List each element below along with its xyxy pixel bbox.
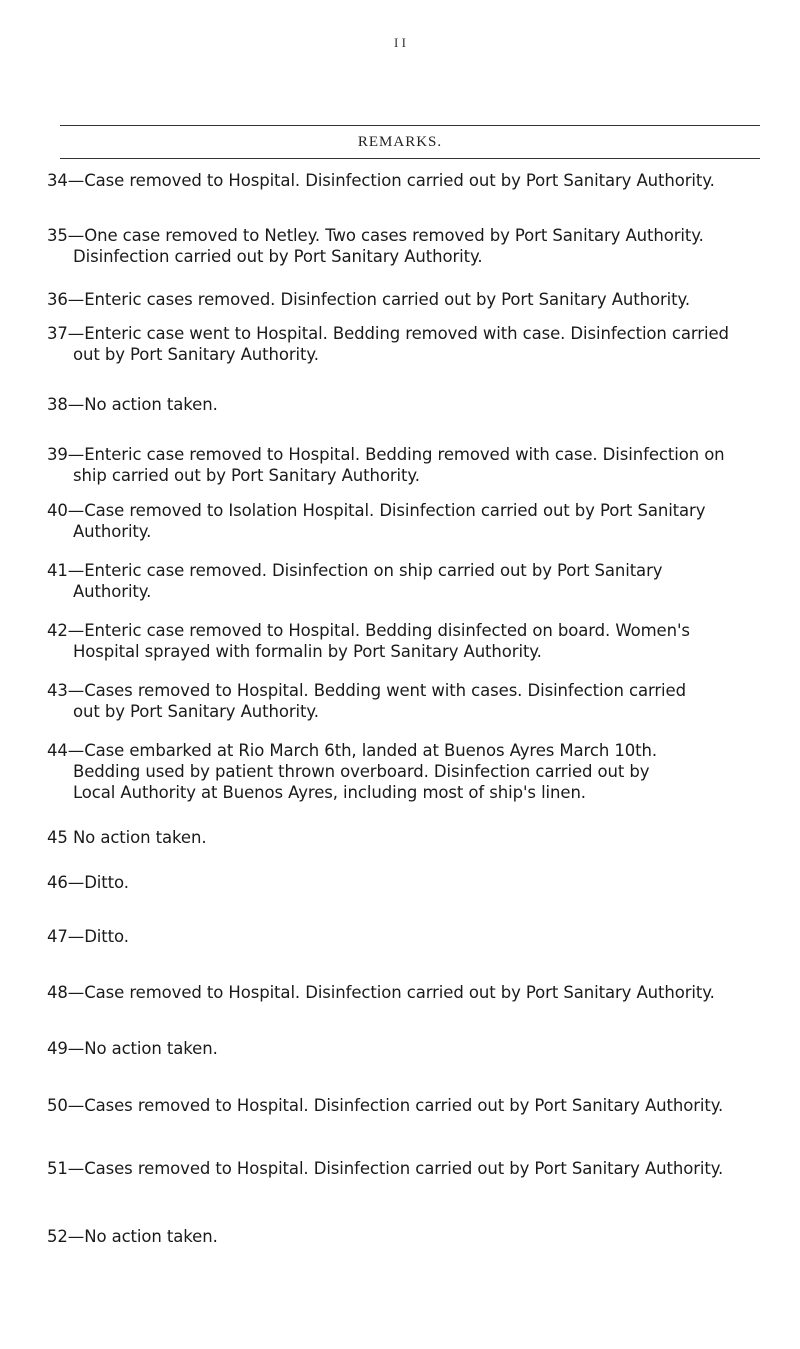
remark-text: 38—No action taken. xyxy=(47,395,218,414)
remark-text: 46—Ditto. xyxy=(47,873,129,892)
remark-text: 48—Case removed to Hospital. Disinfection carried out by Port Sanitary Authority. xyxy=(47,983,715,1002)
remark-continuation: out by Port Sanitary Authority. xyxy=(73,702,319,721)
remark-text: 34—Case removed to Hospital. Disinfection carried out by Port Sanitary Authority. xyxy=(47,171,715,190)
remark-51 xyxy=(47,1158,762,1179)
remark-39 xyxy=(47,444,762,486)
header-rule-top xyxy=(60,125,760,126)
remark-text: 52—No action taken. xyxy=(47,1227,218,1246)
remark-45 xyxy=(47,827,762,848)
remark-43 xyxy=(47,680,762,722)
remark-50 xyxy=(47,1095,762,1116)
remark-34 xyxy=(47,170,762,191)
remark-text: 36—Enteric cases removed. Disinfection carried out by Port Sanitary Authority. xyxy=(47,290,690,309)
remark-continuation: ship carried out by Port Sanitary Authority. xyxy=(73,466,420,485)
remark-38 xyxy=(47,394,762,415)
remark-continuation: Bedding used by patient thrown overboard. Disinfection carried out by xyxy=(73,762,650,781)
remark-continuation: Authority. xyxy=(73,582,152,601)
remark-continuation: Disinfection carried out by Port Sanitary Authority. xyxy=(73,247,483,266)
remark-35 xyxy=(47,225,762,267)
remark-46 xyxy=(47,872,762,893)
page-title: REMARKS. xyxy=(357,134,443,150)
page-number: I I xyxy=(394,35,406,50)
remark-continuation: Authority. xyxy=(73,522,152,541)
remark-continuation: out by Port Sanitary Authority. xyxy=(73,345,319,364)
remark-text: 35—One case removed to Netley. Two cases removed by Port Sanitary Authority. xyxy=(47,226,704,245)
remark-text: 42—Enteric case removed to Hospital. Bedding disinfected on board. Women's xyxy=(47,621,690,640)
remark-37 xyxy=(47,323,762,365)
remark-42 xyxy=(47,620,762,662)
remark-text: 39—Enteric case removed to Hospital. Bedding removed with case. Disinfection on xyxy=(47,445,725,464)
remark-text: 37—Enteric case went to Hospital. Bedding removed with case. Disinfection carried xyxy=(47,324,729,343)
remark-text: 40—Case removed to Isolation Hospital. Disinfection carried out by Port Sanitary xyxy=(47,501,706,520)
header-rule-bottom xyxy=(60,158,760,159)
remark-text: 41—Enteric case removed. Disinfection on ship carried out by Port Sanitary xyxy=(47,561,663,580)
remark-49 xyxy=(47,1038,762,1059)
remark-text: 44—Case embarked at Rio March 6th, landed at Buenos Ayres March 10th. xyxy=(47,741,658,760)
remark-text: 51—Cases removed to Hospital. Disinfection carried out by Port Sanitary Authority. xyxy=(47,1159,724,1178)
remark-text: 49—No action taken. xyxy=(47,1039,218,1058)
remark-41 xyxy=(47,560,762,602)
remark-48 xyxy=(47,982,762,1003)
remark-text: 43—Cases removed to Hospital. Bedding went with cases. Disinfection carried xyxy=(47,681,686,700)
remark-52 xyxy=(47,1226,762,1247)
remark-continuation: Hospital sprayed with formalin by Port Sanitary Authority. xyxy=(73,642,542,661)
remark-text: 45 No action taken. xyxy=(47,828,207,847)
remark-36 xyxy=(47,289,762,310)
remark-text: 50—Cases removed to Hospital. Disinfection carried out by Port Sanitary Authority. xyxy=(47,1096,724,1115)
remark-text: 47—Ditto. xyxy=(47,927,129,946)
remark-47 xyxy=(47,926,762,947)
remark-40 xyxy=(47,500,762,542)
remark-44 xyxy=(47,740,762,803)
remark-continuation: Local Authority at Buenos Ayres, including most of ship's linen. xyxy=(73,783,586,802)
